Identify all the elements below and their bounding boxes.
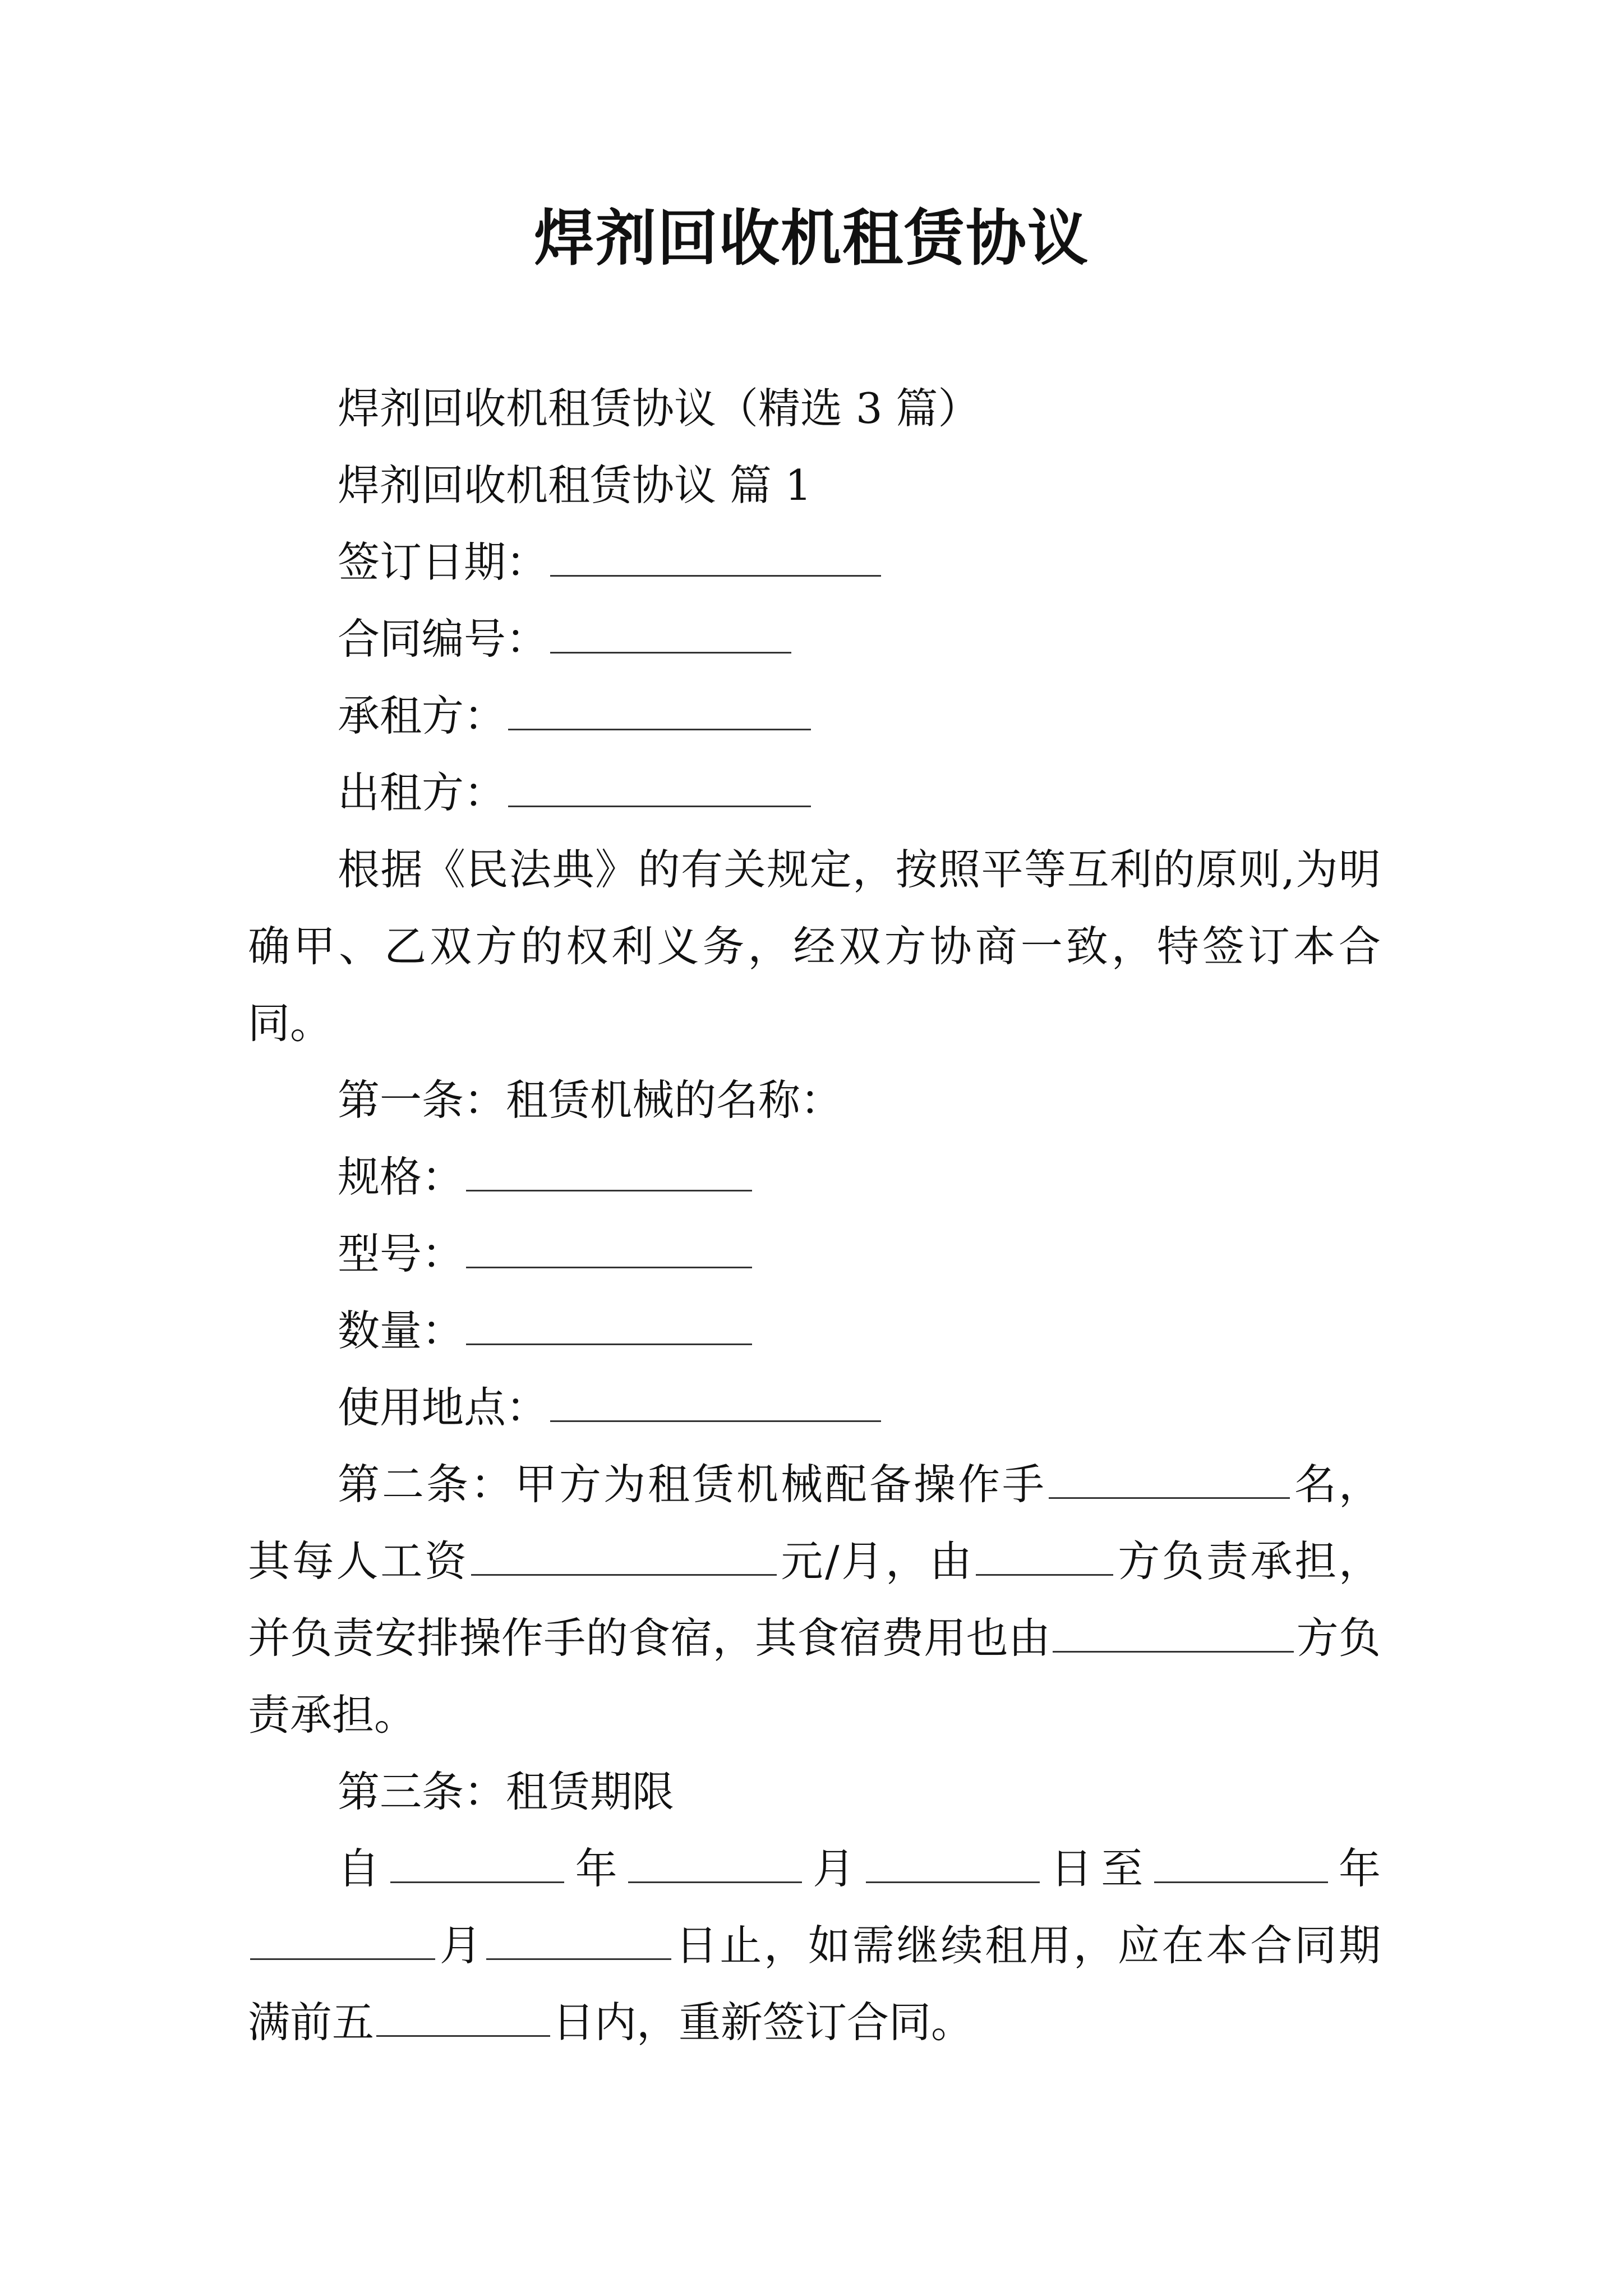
wage-party-blank xyxy=(976,1539,1113,1576)
article3-month2: 月 xyxy=(437,1921,484,1970)
renew-days-blank xyxy=(376,2000,550,2037)
start-day-blank xyxy=(866,1847,1040,1883)
location-blank xyxy=(550,1386,881,1422)
end-month-blank-lead xyxy=(250,1924,435,1960)
document-body xyxy=(248,370,1381,2061)
article2-text-5: 方负责承担。 xyxy=(248,1613,1381,1740)
food-party-blank xyxy=(1053,1616,1294,1653)
article1-heading-text: 第一条：租赁机械的名称： xyxy=(338,1075,843,1125)
article3-heading xyxy=(248,1754,1381,1830)
field-label: 签订日期： xyxy=(338,537,548,587)
model-blank xyxy=(466,1232,752,1268)
contract-no-blank xyxy=(550,617,791,654)
end-year-blank xyxy=(1154,1847,1328,1883)
part-heading-text: 焊剂回收机租赁协议 篇 1 xyxy=(338,461,812,510)
field-location xyxy=(248,1369,1381,1446)
start-month-blank xyxy=(628,1847,802,1883)
start-year-blank xyxy=(390,1847,564,1883)
lessee-blank xyxy=(508,694,811,730)
article2-text-1: 第二条：甲方为租赁机械配备操作手 xyxy=(338,1460,1046,1509)
part-heading xyxy=(248,447,1381,524)
field-spec xyxy=(248,1139,1381,1216)
article2-text-4: 方负责承担，并负责安排操作手的食宿，其食宿费用也由 xyxy=(248,1536,1381,1663)
field-label: 使用地点： xyxy=(338,1383,548,1432)
field-quantity xyxy=(248,1292,1381,1369)
article3-paragraph xyxy=(248,1830,1381,2061)
operators-count-blank xyxy=(1049,1462,1290,1499)
field-label: 数量： xyxy=(338,1306,464,1355)
subtitle xyxy=(248,370,1381,447)
end-day-blank xyxy=(486,1924,671,1960)
field-model xyxy=(248,1216,1381,1292)
article3-day-to: 日至 xyxy=(1041,1844,1152,1893)
intro-paragraph xyxy=(248,831,1381,1062)
field-lessee xyxy=(248,678,1381,754)
field-label: 型号： xyxy=(338,1229,464,1278)
article3-end: 日止，如需继续租用，应在本合同期满前五 xyxy=(248,1921,1381,2047)
article3-year1: 年 xyxy=(566,1844,626,1893)
sign-date-blank xyxy=(550,540,881,577)
document-title: 焊剂回收机租赁协议 xyxy=(533,203,1089,274)
field-contract-no xyxy=(248,601,1381,678)
wage-blank xyxy=(471,1539,777,1576)
quantity-blank xyxy=(466,1309,752,1345)
field-label: 出租方： xyxy=(338,768,506,817)
article3-heading-text: 第三条：租赁期限 xyxy=(338,1767,675,1816)
field-lessor xyxy=(248,754,1381,831)
intro-text: 根据《民法典》的有关规定，按照平等互利的原则,为明确甲、乙双方的权利义务，经双方协商一致，特签订本合同。 xyxy=(248,845,1381,1048)
article3-end2: 日内，重新签订合同。 xyxy=(552,1998,974,2047)
article3-month1: 月 xyxy=(804,1844,864,1893)
article3-from: 自 xyxy=(338,1844,389,1893)
article3-year2: 年 xyxy=(1330,1844,1381,1893)
article1-heading xyxy=(248,1062,1381,1139)
field-label: 承租方： xyxy=(338,691,506,740)
spec-blank xyxy=(466,1155,752,1191)
lessor-blank xyxy=(508,771,811,807)
article2-text-3: 元/月，由 xyxy=(778,1536,974,1586)
article2-paragraph xyxy=(248,1446,1381,1754)
field-label: 规格： xyxy=(338,1152,464,1202)
subtitle-text: 焊剂回收机租赁协议（精选 3 篇） xyxy=(338,384,980,433)
field-sign-date xyxy=(248,524,1381,601)
article2-text-2: 名，其每人工资 xyxy=(248,1460,1381,1586)
field-label: 合同编号： xyxy=(338,614,548,664)
